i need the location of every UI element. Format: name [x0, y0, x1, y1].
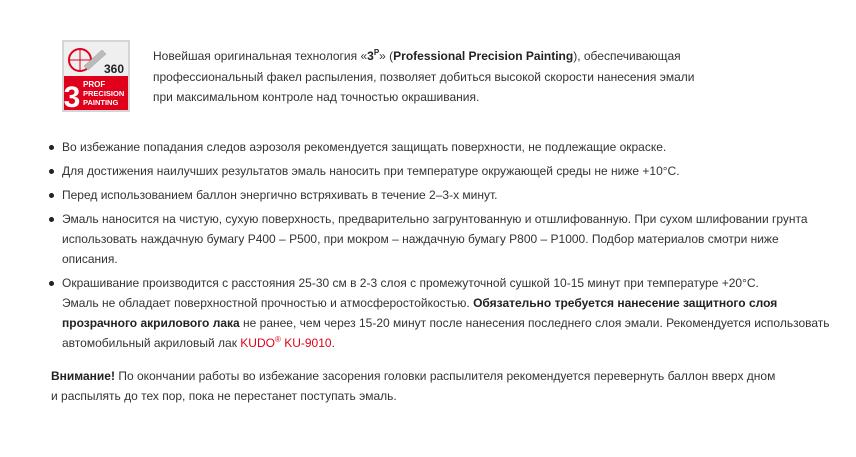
required-notice: Обязательно требуется нанесение защитного слоя	[473, 296, 778, 310]
list-item-text	[62, 313, 830, 333]
list-item-text	[62, 333, 802, 353]
svg-text:360: 360	[103, 62, 125, 76]
required-notice: прозрачного акрилового лака	[62, 316, 240, 330]
list-item-text: описания.	[62, 252, 118, 266]
warning-label: Внимание!	[51, 369, 115, 383]
svg-text:3: 3	[63, 81, 81, 112]
intro-line-1	[153, 46, 713, 67]
bullet-icon	[49, 281, 54, 286]
svg-text:PAINTING: PAINTING	[83, 98, 119, 107]
intro-line-3: при максимальном контроле над точностью окрашивания.	[153, 90, 480, 104]
tech-name-sup: P	[373, 48, 380, 57]
list-item-text: автомобильный акриловый лак	[62, 336, 241, 350]
list-item	[62, 161, 802, 181]
list-item-text: .	[331, 336, 335, 350]
list-item-text: Перед использованием баллон энергично встряхивать в течение 2–3-х минут.	[62, 188, 498, 202]
intro-text: Новейшая оригинальная технология «	[153, 49, 368, 63]
intro-line-2: профессиональный факел распыления, позволяет добиться высокой скорости нанесения эмали	[153, 69, 695, 84]
svg-text:PROF: PROF	[83, 80, 106, 89]
list-item-text: Для достижения наилучших результатов эмаль наносить при температуре окружающей среды не ниже +10°C.	[62, 164, 680, 178]
list-item-text: использовать наждачную бумагу P400 – P500, при мокром – наждачную бумагу P800 – P1000. Подбор материалов смотри ниже	[62, 232, 779, 246]
intro-text: ), обеспечивающая	[573, 49, 681, 63]
registered-mark: ®	[274, 335, 281, 344]
bullet-icon	[49, 193, 54, 198]
brand-name: KUDO	[240, 336, 275, 350]
warning-line-2: и распылять до тех пор, пока не перестанет поступать эмаль.	[51, 389, 397, 403]
warning-note	[51, 366, 811, 406]
list-item	[62, 273, 830, 353]
list-item	[62, 185, 802, 205]
list-item	[62, 209, 808, 269]
bullet-icon	[49, 217, 54, 222]
list-item-text: не ранее, чем через 15-20 минут после нанесения последнего слоя эмали. Рекомендуется использовать	[239, 316, 830, 330]
list-item-text: Во избежание попадания следов аэрозоля рекомендуется защищать поверхности, не подлежащие окраске.	[62, 140, 667, 154]
bullet-icon	[49, 145, 54, 150]
list-item-text: Эмаль наносится на чистую, сухую поверхность, предварительно загрунтованную и отшлифованную. При сухом шлифовании грунта	[62, 212, 808, 226]
svg-text:PRECISION: PRECISION	[83, 89, 125, 98]
technology-intro	[153, 46, 713, 108]
bullet-icon	[49, 169, 54, 174]
tech-full-name: Professional Precision Painting	[393, 49, 574, 63]
list-item-text: Эмаль не обладает поверхностной прочностью и атмосферостойкостью.	[62, 296, 474, 310]
intro-text: » (	[379, 49, 394, 63]
list-item-text	[62, 293, 802, 313]
warning-line-1	[51, 366, 811, 386]
3p-technology-logo	[62, 40, 130, 112]
usage-instructions-list	[62, 137, 830, 357]
product-code: KU-9010	[280, 336, 332, 350]
warning-text: По окончании работы во избежание засорения головки распылителя рекомендуется перевернуть баллон вверх дном	[114, 369, 776, 383]
precision-painting-emblem-icon	[62, 40, 130, 112]
list-item	[62, 137, 802, 157]
tech-name-3p: 3	[367, 49, 374, 63]
list-item-text: Окрашивание производится с расстояния 25-30 см в 2-3 слоя с промежуточной сушкой 10-15 минут при температуре +20°C.	[62, 276, 759, 290]
